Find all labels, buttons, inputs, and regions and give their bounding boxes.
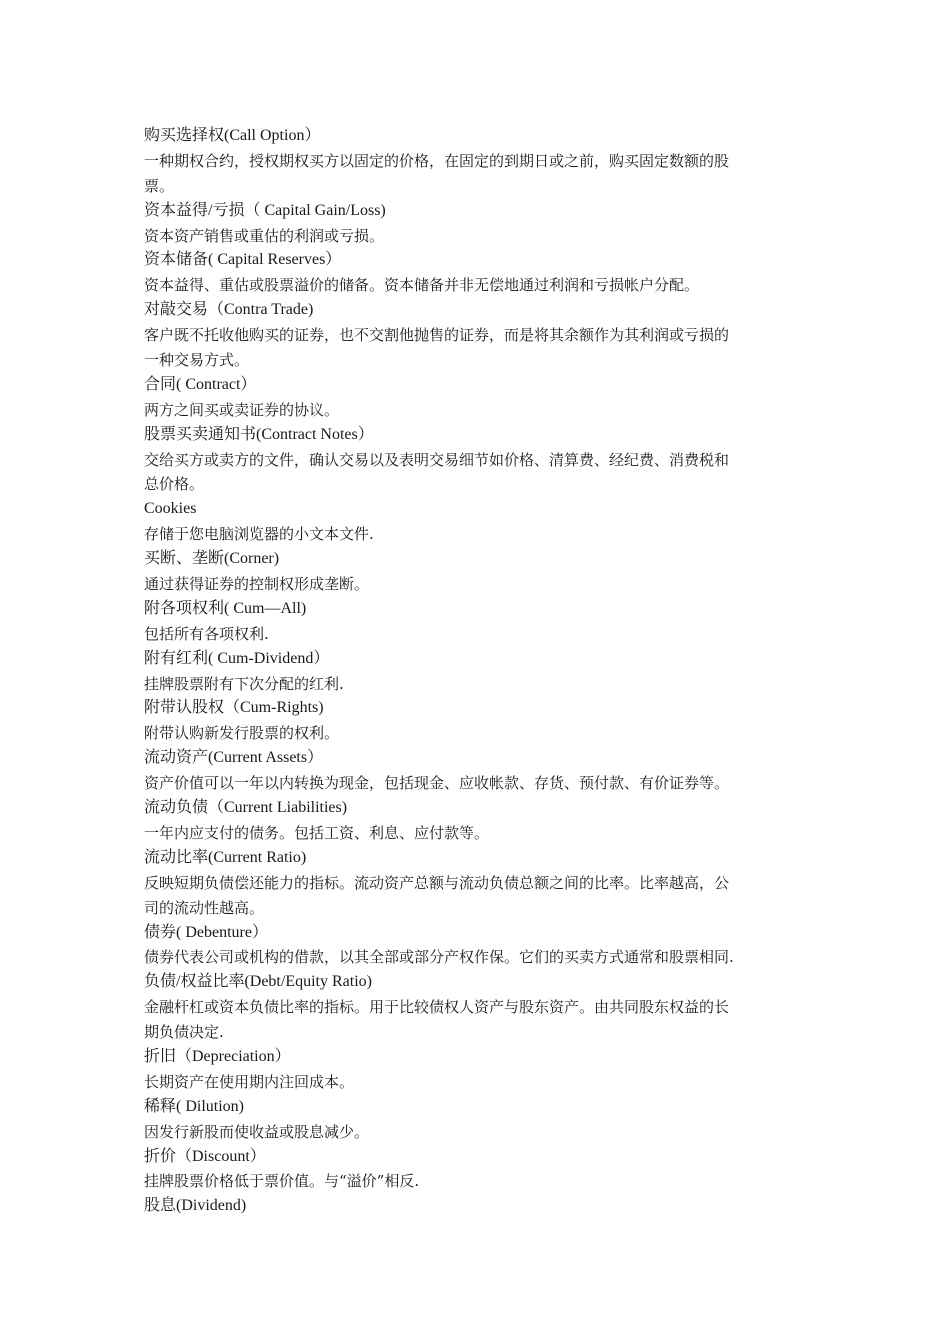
glossary-definition-line: 总价格。 [144,475,205,494]
glossary-term: 股息(Dividend) [144,1197,247,1215]
glossary-term: 附带认股权（Cum-Rights) [144,699,324,717]
glossary-term: 流动资产(Current Assets） [144,749,324,767]
glossary-entry [144,746,808,796]
glossary-entry [144,124,808,199]
glossary-entry [144,970,808,1045]
glossary-term: 附各项权利( Cum—All) [144,599,307,617]
glossary-definition-line: 因发行新股而使收益或股息减少。 [144,1122,370,1141]
glossary-definition-line: 挂牌股票附有下次分配的红利. [144,674,344,693]
glossary-definition-line: 包括所有各项权利. [144,624,269,643]
glossary-term: 购买选择权(Call Option） [144,127,321,144]
glossary-definition-line: 期负债决定. [144,1023,224,1042]
glossary-definition-line: 金融杆杠或资本负债比率的指标。用于比较债权人资产与股东资产。由共同股东权益的长 [144,998,730,1017]
glossary-entry [144,547,808,597]
glossary-entry [144,796,808,846]
glossary-definition-line: 资产价值可以一年以内转换为现金，包括现金、应收帐款、存货、预付款、有价证券等。 [144,774,730,793]
glossary-term: 股票买卖通知书(Contract Notes） [144,425,374,443]
glossary-term: 折价（Discount） [144,1147,266,1165]
glossary-entry [144,248,808,298]
glossary-definition-line: 客户既不托收他购买的证券，也不交割他抛售的证券，而是将其余额作为其利润或亏损的 [144,326,730,345]
glossary-content [144,124,808,1219]
glossary-definition-line: 附带认购新发行股票的权利。 [144,724,340,743]
glossary-term: 稀释( Dilution) [144,1097,244,1115]
glossary-definition-line: 交给买方或卖方的文件，确认交易以及表明交易细节如价格、清算费、经纪费、消费税和 [144,450,730,469]
glossary-entry [144,497,808,547]
glossary-entry [144,1045,808,1095]
glossary-term: 流动比率(Current Ratio) [144,848,307,866]
glossary-definition-line: 长期资产在使用期内注回成本。 [144,1072,355,1091]
glossary-entry [144,298,808,373]
glossary-entry [144,1194,808,1219]
glossary-definition-line: 反映短期负债偿还能力的指标。流动资产总额与流动负债总额之间的比率。比率越高，公 [144,873,730,892]
glossary-definition-line: 资本益得、重估或股票溢价的储备。资本储备并非无偿地通过利润和亏损帐户分配。 [144,276,700,295]
glossary-definition-line: 两方之间买或卖证券的协议。 [144,400,340,419]
glossary-term: 流动负债（Current Liabilities) [144,799,348,817]
glossary-term: 对敲交易（Contra Trade) [144,301,314,319]
glossary-term: 债券( Debenture） [144,923,268,941]
glossary-term: 资本储备( Capital Reserves） [144,251,342,269]
glossary-entry [144,647,808,697]
glossary-entry [144,423,808,498]
glossary-definition-line: 司的流动性越高。 [144,898,265,917]
glossary-entry [144,846,808,921]
glossary-definition-line: 票。 [144,176,175,195]
glossary-entry [144,1145,808,1195]
glossary-definition-line: 债券代表公司或机构的借款，以其全部或部分产权作保。它们的买卖方式通常和股票相同. [144,948,734,967]
glossary-definition-line: 一种期权合约，授权期权买方以固定的价格，在固定的到期日或之前，购买固定数额的股 [144,151,730,170]
glossary-term: 买断、垄断(Corner) [144,550,280,568]
glossary-entry [144,199,808,249]
glossary-entry [144,373,808,423]
glossary-definition-line: 通过获得证券的控制权形成垄断。 [144,575,370,594]
glossary-definition-line: 一年内应支付的债务。包括工资、利息、应付款等。 [144,823,490,842]
glossary-term: 资本益得/亏损（ Capital Gain/Loss) [144,201,386,219]
glossary-definition-line: 挂牌股票价格低于票价值。与“溢价”相反. [144,1172,420,1191]
glossary-term: 附有红利( Cum-Dividend） [144,649,330,667]
glossary-entry [144,696,808,746]
glossary-entry [144,1095,808,1145]
glossary-definition-line: 资本资产销售或重估的利润或亏损。 [144,226,385,245]
glossary-term: 折旧（Depreciation） [144,1047,291,1065]
glossary-definition-line: 一种交易方式。 [144,351,250,370]
glossary-term: 负债/权益比率(Debt/Equity Ratio) [144,973,372,991]
glossary-term: Cookies [144,500,197,518]
glossary-definition-line: 存储于您电脑浏览器的小文本文件. [144,525,374,544]
glossary-term: 合同( Contract） [144,375,257,393]
glossary-entry [144,921,808,971]
glossary-entry [144,597,808,647]
